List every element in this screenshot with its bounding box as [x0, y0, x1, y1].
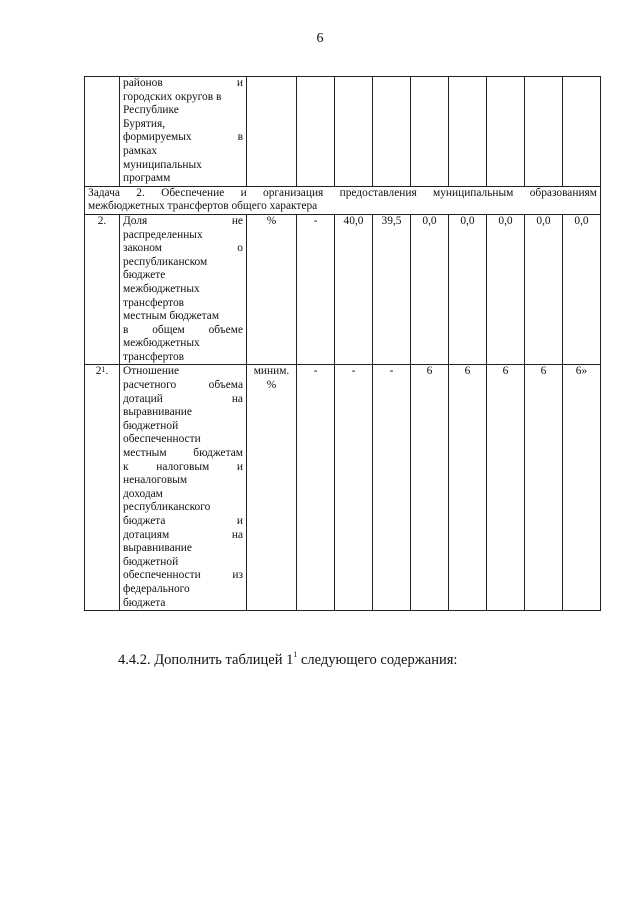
value-cell: 0,0	[487, 214, 525, 365]
value-cell: -	[335, 365, 373, 611]
amendment-paragraph: 4.4.2. Дополнить таблицей $1^1$ следующего содержания:	[118, 650, 458, 668]
value-cell: 0,0	[525, 214, 563, 365]
value-cell: 0,0	[449, 214, 487, 365]
table-row	[85, 365, 601, 611]
row-number-cell: $2^1$.	[85, 365, 120, 611]
indicator-name-cell: Доля не распределенных законом о республиканском бюджете межбюджетных трансфертов местным бюджетам в общем объеме межбюджетных трансфертов	[120, 214, 247, 365]
indicators-table	[84, 76, 601, 611]
page-number: 6	[316, 31, 324, 46]
unit-cell: %	[247, 214, 297, 365]
value-cell: 39,5	[373, 214, 411, 365]
indicator-name-cell: районов и городских округов в Республике Бурятия, формируемых в рамках муниципальных программ	[120, 77, 247, 187]
value-cell: 0,0	[563, 214, 601, 365]
value-cell: 6	[525, 365, 563, 611]
indicator-name-cell: Отношение расчетного объема дотаций на выравнивание бюджетной обеспеченности местным бюджетам к налоговым и неналоговым доходам республиканского бюджета и дотациям на выравнивание бюджетной обеспеченности из федерального бюджета	[120, 365, 247, 611]
value-cell: -	[297, 365, 335, 611]
value-cell: -	[373, 365, 411, 611]
unit-cell: миним. %	[247, 365, 297, 611]
row-number-cell: 2.	[85, 214, 120, 365]
value-cell: 40,0	[335, 214, 373, 365]
task-heading: Задача 2. Обеспечение и организация предоставления муниципальным образованиям межбюджетных трансфертов общего характера	[85, 186, 601, 214]
value-cell: 6	[487, 365, 525, 611]
row-number-cell	[85, 77, 120, 187]
table-row	[85, 214, 601, 365]
task-heading-row	[85, 186, 601, 214]
value-cell: -	[297, 214, 335, 365]
value-cell: 0,0	[411, 214, 449, 365]
value-cell: 6	[449, 365, 487, 611]
table-row	[85, 77, 601, 187]
value-cell: 6»	[563, 365, 601, 611]
value-cell: 6	[411, 365, 449, 611]
